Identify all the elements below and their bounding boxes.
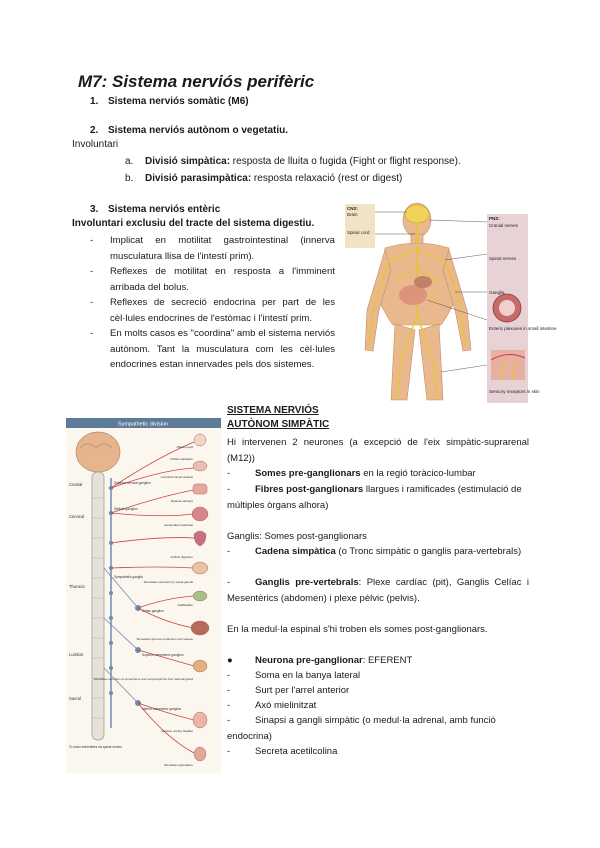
nervous-system-body-figure [345,200,557,403]
label-inferior-mesenteric: Inferior mesenteric ganglion [142,707,182,711]
pns-label: PNS: [489,216,500,221]
section-1-heading: 1. Sistema nerviós somàtic (M6) [90,96,249,107]
sympathetic-illustration [66,418,221,773]
cns-label: CNS: [347,206,358,211]
effect-relaxes-airways: Relaxes airways [171,499,193,503]
level-cranial: Cranial [69,482,83,487]
level-thoracic: Thoracic [69,584,86,589]
body-illustration [345,200,557,403]
symp-intro: Hi intervenen 2 neurones (a excepció de l'eix simpàtic-suprarenal (M12)) [227,437,529,464]
label-sympathetic-ganglia: Sympathetic ganglia [114,575,143,579]
sensory-receptors-label: Sensory receptors in skin [489,389,540,394]
bullet-dot-icon: ● [227,655,233,666]
enteric-bullet-1: - Implicat en motilitat gastrointestinal (innerva musculatura llisa de l'intestí prim). [90,235,335,262]
level-lumbar: Lumbar [69,652,84,657]
effect-inhibits-salivation: Inhibits salivation [170,457,193,461]
section-2-heading: 2. Sistema nerviós autònom o vegetatiu. [90,125,289,136]
label-celiac: Celiac ganglion [142,609,164,613]
symp-dash-4: - Ganglis pre-vertebrals: Plexe cardíac (pit), Ganglis Celíac i Mesentèrics (abdomen) i plexe pèlvic (pelvis). [227,577,529,604]
symp-dash-1: - Somes pre-ganglionars en la regió toràcico-lumbar [227,468,476,479]
level-sacral: Sacral [69,696,81,701]
symp-title-2: AUTÒNOM SIMPÀTIC [227,419,330,430]
symp-item-1: - Soma en la banya lateral [227,670,361,681]
symp-medula: En la medul·la espinal s'hi troben els somes post-ganglionars. [227,624,488,635]
sub-item-a: a. Divisió simpàtica: resposta de lluita o fugida (Fight or flight response). [125,156,461,167]
symp-title-1: SISTEMA NERVIÓS [227,405,319,416]
effect-dilates-pupil: Dilates pupil [176,445,193,449]
sympathetic-header: Sympathetic division [117,421,169,428]
label-stellate: Stellate ganglion [114,507,138,511]
enteric-bullet-4: - En molts casos es "coordina" amb el sistema nerviós autònom. Tant la musculatura com les cèl·lules endocrines estan innervades pels dos sistemes. [90,328,335,371]
symp-item-4: - Sinapsi a gangli simpàtic (o medul·la adrenal, amb funció endocrina) [227,715,496,742]
symp-ganglis: Ganglis: Somes post-ganglionars [227,531,367,542]
symp-preganglionic-bullet: ● Neurona pre-ganglionar: EFERENT [227,653,529,669]
page-title: M7: Sistema nerviós perifèric [78,72,315,91]
effect-gallbladder: Gallbladder [177,603,193,607]
spinal-nerves-label: Spinal nerves [489,256,517,261]
symp-item-2: - Surt per l'arrel anterior [227,685,350,696]
ganglia-label: Ganglia [489,290,505,295]
effect-constricts-vessels: Constricts blood vessels [160,475,193,479]
effect-accelerates-heartbeat: Accelerates heartbeat [163,523,193,527]
sub-item-b: b. Divisió parasimpàtica: resposta relaxació (rest or digest) [125,173,403,184]
label-superior-cervical: Superior cervical ganglion [114,481,151,485]
level-cervical: Cervical [69,514,85,519]
brain-label: Brain [347,212,358,217]
sympathetic-division-figure [66,418,221,773]
symp-item-5: - Secreta acetilcolina [227,746,338,757]
enteric-bullet-2: - Reflexes de motilitat en resposta a l'imminent arribada del bolus. [90,266,335,293]
symp-dash-3: - Cadena simpàtica (o Tronc simpàtic o ganglis para-vertebrals) [227,546,522,557]
label-superior-mesenteric: Superior mesenteric ganglion [142,653,184,657]
enteric-plexuses-label: Enteric plexuses in small intestine [489,326,557,331]
enteric-subheading: Involuntari exclusiu del tracte del sistema digestiu. [72,218,315,229]
effect-adrenal: Stimulates secretion of epinephrine and norepinephrine from adrenal gland [93,677,193,681]
label-lower-extremities: To lower extremities via spinal nerves [69,745,122,749]
effect-inhibits-digestion: Inhibits digestion [170,555,193,559]
symp-item-3: - Axó mielinitzat [227,700,317,711]
spinal-cord-label: Spinal cord [347,230,370,235]
involuntari-label: Involuntari [72,139,119,150]
enteric-bullet-3: - Reflexes de secreció endocrina per part de les cèl·lules endocrines de l'estòmac i l'intestí prim. [90,297,335,324]
effect-sweat-glands: Stimulates secretion by sweat glands [143,580,193,584]
effect-urinary-bladder: Relaxes urinary bladder [161,729,193,733]
effect-glucose: Stimulates glucose production and release [136,637,193,641]
cranial-nerves-label: Cranial nerves [489,223,519,228]
section-3-heading: 3. Sistema nerviós entèric [90,204,221,215]
effect-ejaculation: Stimulates ejaculation [163,763,193,767]
symp-dash-2: - Fibres post-ganglionars llargues i ramificades (estimulació de múltiples òrgans alhora) [227,484,522,511]
